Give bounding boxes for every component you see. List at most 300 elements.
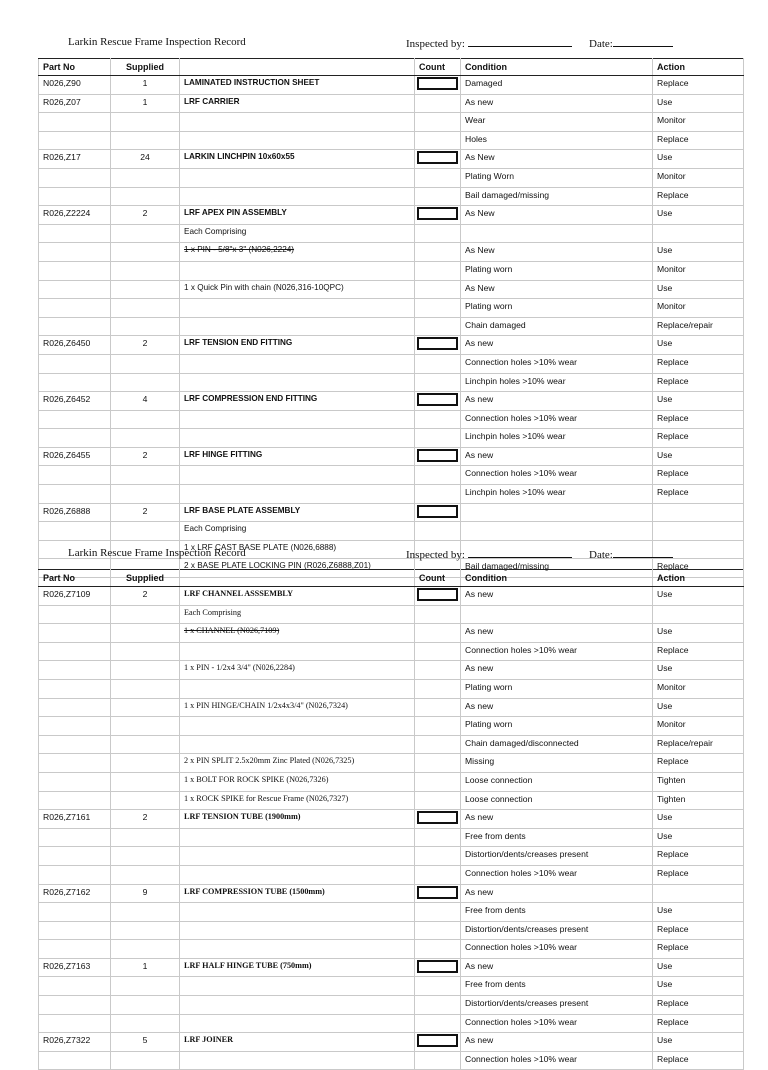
part-number-cell [39, 466, 111, 485]
action-cell: Replace/repair [653, 317, 744, 336]
condition-cell: As new [461, 698, 653, 717]
action-cell: Use [653, 150, 744, 169]
action-cell: Replace [653, 1051, 744, 1070]
condition-cell: Connection holes >10% wear [461, 642, 653, 661]
date-line[interactable] [613, 36, 673, 47]
condition-cell: Plating worn [461, 261, 653, 280]
description-cell [180, 642, 415, 661]
table-row [39, 447, 744, 466]
count-cell[interactable] [415, 447, 461, 466]
part-number-cell: R026,Z7322 [39, 1033, 111, 1052]
part-number-cell: R026,Z7109 [39, 587, 111, 606]
supplied-cell: 2 [111, 810, 180, 829]
table-row [39, 1033, 744, 1052]
description-cell: LRF TENSION END FITTING [180, 336, 415, 355]
part-number-cell [39, 698, 111, 717]
count-cell[interactable] [415, 336, 461, 355]
action-cell: Monitor [653, 717, 744, 736]
count-cell [415, 642, 461, 661]
part-number-cell [39, 261, 111, 280]
action-cell: Use [653, 94, 744, 113]
count-cell [415, 624, 461, 643]
count-cell[interactable] [415, 392, 461, 411]
supplied-cell: 1 [111, 94, 180, 113]
supplied-cell [111, 791, 180, 810]
supplied-cell [111, 865, 180, 884]
col-supplied: Supplied [111, 570, 180, 587]
table-row [39, 522, 744, 541]
action-cell: Replace [653, 410, 744, 429]
description-cell [180, 354, 415, 373]
count-cell [415, 605, 461, 624]
condition-cell: As new [461, 884, 653, 903]
part-number-cell: R026,Z6450 [39, 336, 111, 355]
date-line[interactable] [613, 547, 673, 558]
description-cell [180, 317, 415, 336]
count-cell [415, 280, 461, 299]
description-cell: 1 x PIN - 5/8"x 3" (N026,2224) [180, 243, 415, 262]
supplied-cell [111, 921, 180, 940]
action-cell: Replace [653, 847, 744, 866]
table-row [39, 735, 744, 754]
description-cell [180, 679, 415, 698]
count-cell [415, 828, 461, 847]
condition-cell [461, 503, 653, 522]
count-input-box[interactable] [417, 1034, 458, 1047]
inspected-by-line[interactable] [468, 547, 572, 558]
table-row [39, 847, 744, 866]
record-header [38, 547, 743, 569]
description-cell: LRF COMPRESSION TUBE (1500mm) [180, 884, 415, 903]
count-cell [415, 131, 461, 150]
supplied-cell [111, 828, 180, 847]
supplied-cell: 2 [111, 336, 180, 355]
table-row [39, 336, 744, 355]
inspection-table [38, 569, 744, 1070]
table-row [39, 299, 744, 318]
condition-cell: Connection holes >10% wear [461, 1051, 653, 1070]
action-cell: Replace [653, 921, 744, 940]
col-condition: Condition [461, 59, 653, 76]
col-action: Action [653, 59, 744, 76]
count-cell [415, 735, 461, 754]
count-cell [415, 754, 461, 773]
description-cell: 1 x CHANNEL (N026,7109) [180, 624, 415, 643]
count-cell[interactable] [415, 810, 461, 829]
description-cell [180, 261, 415, 280]
count-cell [415, 354, 461, 373]
table-row [39, 392, 744, 411]
record-header [38, 36, 743, 58]
count-cell [415, 187, 461, 206]
count-cell [415, 1014, 461, 1033]
condition-cell: Plating Worn [461, 168, 653, 187]
supplied-cell [111, 243, 180, 262]
description-cell [180, 410, 415, 429]
action-cell: Use [653, 392, 744, 411]
supplied-cell [111, 996, 180, 1015]
action-cell: Replace [653, 76, 744, 95]
count-input-box[interactable] [417, 337, 458, 350]
inspected-by-label: Inspected by: [406, 38, 465, 50]
description-cell [180, 113, 415, 132]
description-cell: 1 x ROCK SPIKE for Rescue Frame (N026,7327) [180, 791, 415, 810]
part-number-cell: R026,Z7161 [39, 810, 111, 829]
part-number-cell [39, 717, 111, 736]
table-row [39, 150, 744, 169]
condition-cell: Connection holes >10% wear [461, 410, 653, 429]
table-row [39, 903, 744, 922]
table-row [39, 791, 744, 810]
count-cell[interactable] [415, 150, 461, 169]
count-cell [415, 717, 461, 736]
description-cell: LRF JOINER [180, 1033, 415, 1052]
condition-cell: Linchpin holes >10% wear [461, 485, 653, 504]
part-number-cell [39, 791, 111, 810]
action-cell: Use [653, 624, 744, 643]
part-number-cell [39, 187, 111, 206]
table-row [39, 76, 744, 95]
table-row [39, 958, 744, 977]
count-cell [415, 261, 461, 280]
table-header-row [39, 59, 744, 76]
part-number-cell [39, 847, 111, 866]
table-row [39, 717, 744, 736]
condition-cell: Connection holes >10% wear [461, 940, 653, 959]
action-cell: Replace [653, 754, 744, 773]
supplied-cell: 1 [111, 958, 180, 977]
condition-cell: Free from dents [461, 828, 653, 847]
supplied-cell [111, 168, 180, 187]
part-number-cell [39, 373, 111, 392]
condition-cell: Missing [461, 754, 653, 773]
supplied-cell [111, 317, 180, 336]
part-number-cell [39, 522, 111, 541]
count-cell [415, 373, 461, 392]
count-cell[interactable] [415, 1033, 461, 1052]
table-row [39, 317, 744, 336]
supplied-cell [111, 522, 180, 541]
supplied-cell [111, 261, 180, 280]
condition-cell: Connection holes >10% wear [461, 865, 653, 884]
inspected-by-line[interactable] [468, 36, 572, 47]
count-input-box[interactable] [417, 960, 458, 973]
condition-cell: Bail damaged/missing [461, 187, 653, 206]
part-number-cell [39, 772, 111, 791]
count-input-box[interactable] [417, 151, 458, 164]
action-cell: Monitor [653, 113, 744, 132]
description-cell: LRF COMPRESSION END FITTING [180, 392, 415, 411]
count-cell [415, 903, 461, 922]
table-row [39, 485, 744, 504]
inspected-by-label: Inspected by: [406, 549, 465, 561]
table-row [39, 828, 744, 847]
date-label: Date: [589, 549, 613, 561]
part-number-cell: R026,Z2224 [39, 206, 111, 225]
table-row [39, 642, 744, 661]
count-cell [415, 679, 461, 698]
part-number-cell [39, 865, 111, 884]
part-number-cell [39, 735, 111, 754]
supplied-cell [111, 1051, 180, 1070]
condition-cell [461, 522, 653, 541]
table-row [39, 940, 744, 959]
supplied-cell [111, 754, 180, 773]
action-cell [653, 503, 744, 522]
supplied-cell: 1 [111, 76, 180, 95]
supplied-cell [111, 847, 180, 866]
condition-cell: Linchpin holes >10% wear [461, 429, 653, 448]
count-cell[interactable] [415, 76, 461, 95]
part-number-cell [39, 354, 111, 373]
part-number-cell: N026,Z90 [39, 76, 111, 95]
supplied-cell [111, 735, 180, 754]
description-cell [180, 735, 415, 754]
action-cell: Monitor [653, 261, 744, 280]
table-row [39, 243, 744, 262]
action-cell: Use [653, 958, 744, 977]
count-cell [415, 698, 461, 717]
part-number-cell [39, 317, 111, 336]
count-cell [415, 977, 461, 996]
action-cell: Replace [653, 485, 744, 504]
col-part-no: Part No [39, 570, 111, 587]
count-cell [415, 410, 461, 429]
condition-cell: As new [461, 587, 653, 606]
table-row [39, 503, 744, 522]
supplied-cell [111, 698, 180, 717]
condition-cell: Connection holes >10% wear [461, 1014, 653, 1033]
record-title: Larkin Rescue Frame Inspection Record [68, 547, 246, 559]
description-cell: Each Comprising [180, 224, 415, 243]
description-cell [180, 168, 415, 187]
condition-cell: Plating worn [461, 679, 653, 698]
part-number-cell [39, 642, 111, 661]
supplied-cell [111, 466, 180, 485]
supplied-cell [111, 1014, 180, 1033]
part-number-cell [39, 828, 111, 847]
date-field[interactable] [589, 547, 673, 561]
table-row [39, 754, 744, 773]
description-cell: 1 x PIN - 1/2x4 3/4" (N026,2284) [180, 661, 415, 680]
col-count: Count [415, 59, 461, 76]
table-row [39, 679, 744, 698]
part-number-cell [39, 224, 111, 243]
count-input-box[interactable] [417, 505, 458, 518]
count-input-box[interactable] [417, 449, 458, 462]
table-row [39, 410, 744, 429]
table-row [39, 884, 744, 903]
action-cell: Use [653, 903, 744, 922]
description-cell: Each Comprising [180, 522, 415, 541]
action-cell: Replace [653, 865, 744, 884]
supplied-cell [111, 605, 180, 624]
description-cell [180, 466, 415, 485]
supplied-cell [111, 485, 180, 504]
action-cell: Use [653, 828, 744, 847]
action-cell: Monitor [653, 299, 744, 318]
count-cell[interactable] [415, 958, 461, 977]
table-row [39, 698, 744, 717]
part-number-cell: R026,Z07 [39, 94, 111, 113]
supplied-cell [111, 940, 180, 959]
description-cell [180, 977, 415, 996]
table-row [39, 810, 744, 829]
description-cell: LRF HALF HINGE TUBE (750mm) [180, 958, 415, 977]
supplied-cell [111, 624, 180, 643]
condition-cell: As new [461, 624, 653, 643]
description-cell [180, 921, 415, 940]
action-cell [653, 605, 744, 624]
part-number-cell [39, 280, 111, 299]
count-cell [415, 865, 461, 884]
action-cell: Use [653, 810, 744, 829]
supplied-cell: 2 [111, 206, 180, 225]
action-cell [653, 224, 744, 243]
part-number-cell [39, 921, 111, 940]
count-cell [415, 522, 461, 541]
table-row [39, 1051, 744, 1070]
description-cell: LRF CHANNEL ASSSEMBLY [180, 587, 415, 606]
table-row [39, 187, 744, 206]
description-cell: 1 x LRF CAST BASE PLATE (N026,6888) [180, 540, 415, 559]
part-number-cell [39, 679, 111, 698]
action-cell: Replace [653, 996, 744, 1015]
part-number-cell: R026,Z6888 [39, 503, 111, 522]
part-number-cell: R026,Z7163 [39, 958, 111, 977]
table-row [39, 865, 744, 884]
action-cell: Use [653, 1033, 744, 1052]
part-number-cell [39, 243, 111, 262]
table-row [39, 429, 744, 448]
table-row [39, 1014, 744, 1033]
count-input-box[interactable] [417, 886, 458, 899]
inspected-by-field[interactable] [406, 547, 572, 561]
action-cell: Replace [653, 1014, 744, 1033]
inspected-by-field[interactable] [406, 36, 572, 50]
col-action: Action [653, 570, 744, 587]
count-input-box[interactable] [417, 811, 458, 824]
count-cell[interactable] [415, 503, 461, 522]
count-cell[interactable] [415, 884, 461, 903]
description-cell: LAMINATED INSTRUCTION SHEET [180, 76, 415, 95]
col-condition: Condition [461, 570, 653, 587]
condition-cell: Free from dents [461, 977, 653, 996]
description-cell [180, 131, 415, 150]
count-cell [415, 243, 461, 262]
action-cell: Replace [653, 373, 744, 392]
supplied-cell: 2 [111, 447, 180, 466]
table-row [39, 466, 744, 485]
part-number-cell [39, 605, 111, 624]
supplied-cell [111, 903, 180, 922]
supplied-cell [111, 679, 180, 698]
table-row [39, 587, 744, 606]
action-cell: Monitor [653, 679, 744, 698]
supplied-cell [111, 977, 180, 996]
count-cell [415, 113, 461, 132]
count-cell [415, 168, 461, 187]
action-cell: Tighten [653, 772, 744, 791]
condition-cell: As New [461, 150, 653, 169]
description-cell [180, 1051, 415, 1070]
description-cell: Each Comprising [180, 605, 415, 624]
description-cell [180, 828, 415, 847]
condition-cell: As new [461, 1033, 653, 1052]
condition-cell: Connection holes >10% wear [461, 354, 653, 373]
count-input-box[interactable] [417, 207, 458, 220]
action-cell: Use [653, 447, 744, 466]
part-number-cell [39, 940, 111, 959]
table-row [39, 280, 744, 299]
col-part-no: Part No [39, 59, 111, 76]
action-cell: Tighten [653, 791, 744, 810]
action-cell: Use [653, 280, 744, 299]
inspection-record-2 [38, 547, 743, 1070]
supplied-cell [111, 299, 180, 318]
supplied-cell [111, 717, 180, 736]
condition-cell: Linchpin holes >10% wear [461, 373, 653, 392]
supplied-cell [111, 131, 180, 150]
condition-cell: Plating worn [461, 299, 653, 318]
condition-cell: As new [461, 810, 653, 829]
description-cell [180, 940, 415, 959]
condition-cell: Distortion/dents/creases present [461, 921, 653, 940]
count-cell[interactable] [415, 587, 461, 606]
col-description [180, 570, 415, 587]
table-row [39, 261, 744, 280]
count-cell [415, 1051, 461, 1070]
date-field[interactable] [589, 36, 673, 50]
supplied-cell [111, 772, 180, 791]
count-input-box[interactable] [417, 588, 458, 601]
part-number-cell [39, 168, 111, 187]
action-cell: Replace [653, 131, 744, 150]
action-cell: Replace [653, 940, 744, 959]
inspection-table [38, 58, 744, 578]
count-cell[interactable] [415, 206, 461, 225]
count-input-box[interactable] [417, 77, 458, 90]
count-cell [415, 772, 461, 791]
count-cell [415, 661, 461, 680]
supplied-cell [111, 642, 180, 661]
action-cell: Use [653, 977, 744, 996]
col-description [180, 59, 415, 76]
action-cell: Use [653, 206, 744, 225]
description-cell [180, 187, 415, 206]
table-row [39, 605, 744, 624]
description-cell: LARKIN LINCHPIN 10x60x55 [180, 150, 415, 169]
part-number-cell [39, 661, 111, 680]
table-row [39, 921, 744, 940]
description-cell [180, 903, 415, 922]
condition-cell: Free from dents [461, 903, 653, 922]
part-number-cell [39, 996, 111, 1015]
table-row [39, 206, 744, 225]
col-count: Count [415, 570, 461, 587]
count-input-box[interactable] [417, 393, 458, 406]
supplied-cell [111, 280, 180, 299]
description-cell [180, 847, 415, 866]
condition-cell: As new [461, 392, 653, 411]
part-number-cell [39, 410, 111, 429]
supplied-cell [111, 354, 180, 373]
count-cell [415, 429, 461, 448]
part-number-cell: R026,Z7162 [39, 884, 111, 903]
condition-cell: Loose connection [461, 772, 653, 791]
part-number-cell: R026,Z17 [39, 150, 111, 169]
description-cell: 2 x BASE PLATE LOCKING PIN (R026,Z6888,Z01) [180, 559, 415, 578]
